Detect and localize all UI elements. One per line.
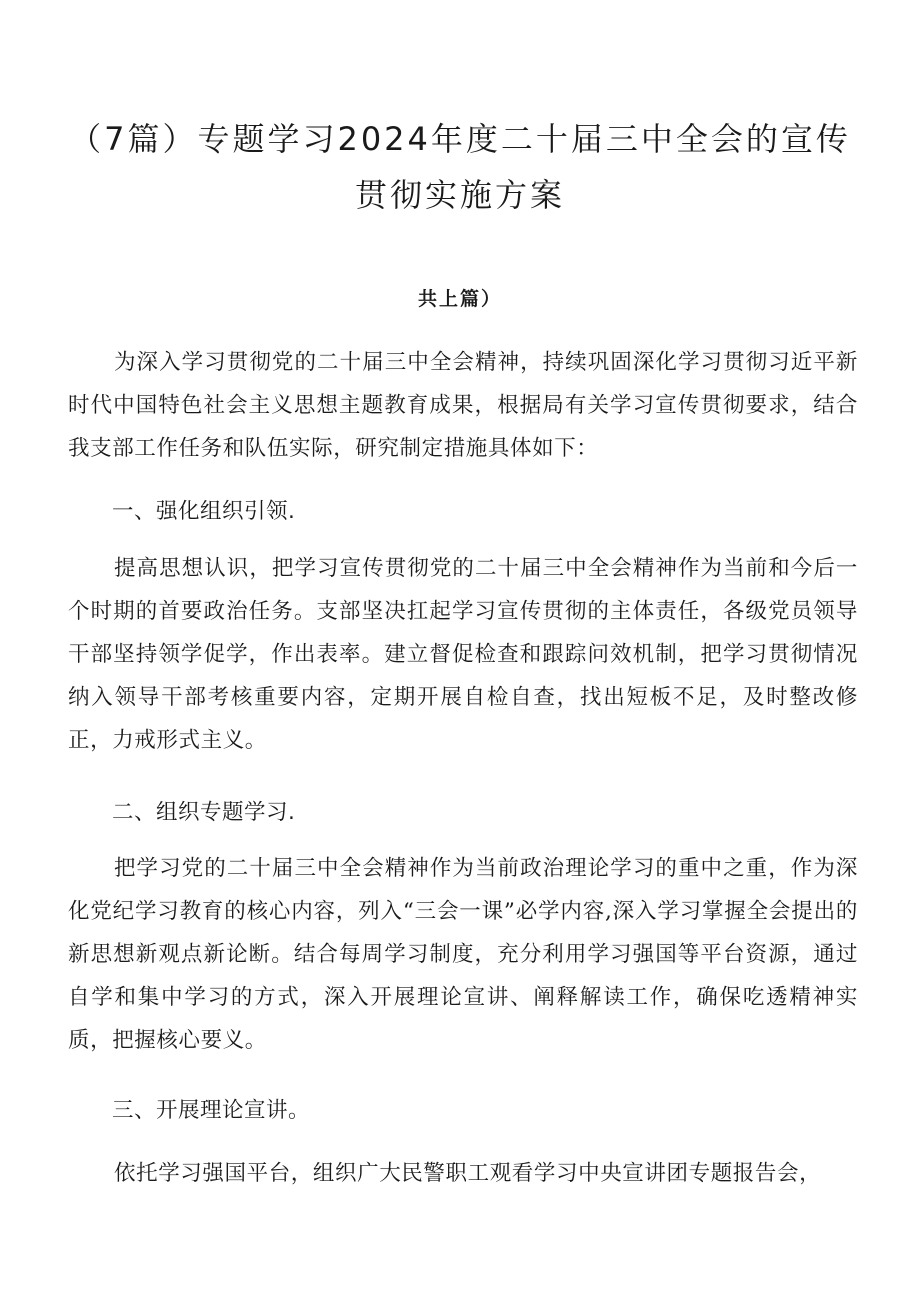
section-body-3: 依托学习强国平台，组织广大民警职工观看学习中央宣讲团专题报告会， <box>114 1161 822 1186</box>
document-title-line-1: （7篇）专题学习2024年度二十届三中全会的宣传 <box>69 120 851 158</box>
intro-paragraph: 为深入学习贯彻党的二十届三中全会精神，持续巩固深化学习贯彻习近平新时代中国特色社会主义思想主题教育成果，根据局有关学习宣传贯彻要求，结合我支部工作任务和队伍实际，研究制定措施具体如下： <box>68 350 858 461</box>
section-body-2: 把学习党的二十届三中全会精神作为当前政治理论学习的重中之重，作为深化党纪学习教育的核心内容，列入“三会一课”必学内容,深入学习掌握全会提出的新思想新观点新论断。结合每周学习制度，充分利用学习强国等平台资源，通过自学和集中学习的方式，深入开展理论宣讲、阐释解读工作，确保吃透精神实质，把握核心要义。 <box>68 856 858 1053</box>
section-heading-3: 三、开展理论宣讲。 <box>112 1098 311 1123</box>
part-subtitle: 共上篇） <box>417 288 502 310</box>
section-heading-2: 二、组织专题学习. <box>112 800 296 825</box>
section-heading-1: 一、强化组织引领. <box>112 499 296 524</box>
document-title-line-2: 贯彻实施方案 <box>354 176 565 214</box>
section-body-1: 提高思想认识，把学习宣传贯彻党的二十届三中全会精神作为当前和今后一个时期的首要政治任务。支部坚决扛起学习宣传贯彻的主体责任，各级党员领导干部坚持领学促学，作出表率。建立督促检查和跟踪问效机制，把学习贯彻情况纳入领导干部考核重要内容，定期开展自检自查，找出短板不足，及时整改修正，力戒形式主义。 <box>68 556 858 753</box>
